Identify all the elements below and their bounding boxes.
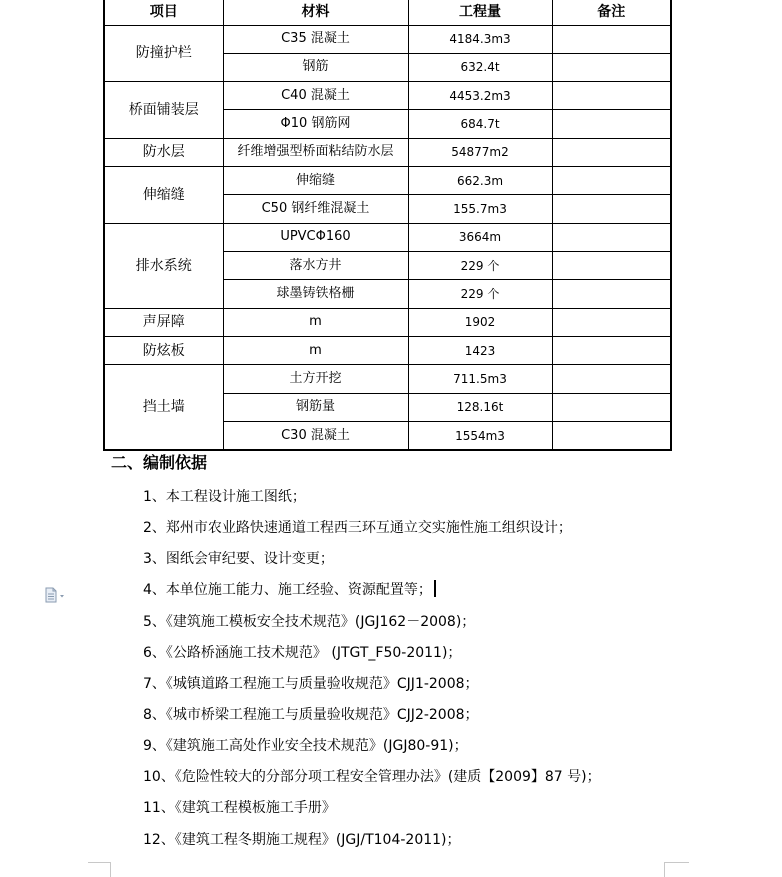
category-cell: 排水系统	[104, 223, 223, 308]
category-cell: 伸缩缝	[104, 167, 223, 224]
table-row	[104, 167, 671, 195]
quantity-cell: 54877m2	[408, 138, 552, 166]
basis-item	[143, 518, 572, 538]
basis-item-text: 2、郑州市农业路快速通道工程西三环互通立交实施性施工组织设计；	[143, 520, 572, 536]
basis-item-text: 4、本单位施工能力、施工经验、资源配置等；	[143, 582, 432, 598]
category-cell: 防炫板	[104, 337, 223, 365]
material-cell: 球墨铸铁格栅	[223, 280, 408, 308]
basis-item-text: 9、《建筑施工高处作业安全技术规范》(JGJ80-91)；	[143, 738, 468, 754]
header-quantity: 工程量	[408, 0, 552, 25]
quantity-cell: 711.5m3	[408, 365, 552, 393]
table-row	[104, 337, 671, 365]
remark-cell	[552, 308, 671, 336]
quantity-cell: 1423	[408, 337, 552, 365]
quantities-table	[103, 0, 672, 451]
quantity-cell: 229 个	[408, 280, 552, 308]
material-cell: 钢筋量	[223, 393, 408, 421]
basis-item	[143, 767, 601, 787]
page-margin-mark-left	[88, 862, 111, 877]
material-cell: C50 钢纤维混凝土	[223, 195, 408, 223]
remark-cell	[552, 167, 671, 195]
material-cell: 伸缩缝	[223, 167, 408, 195]
basis-item-text: 8、《城市桥梁工程施工与质量验收规范》CJJ2-2008；	[143, 707, 479, 723]
category-cell: 声屏障	[104, 308, 223, 336]
quantity-cell: 4184.3m3	[408, 25, 552, 53]
material-cell: 钢筋	[223, 53, 408, 81]
remark-cell	[552, 223, 671, 251]
category-cell: 挡土墙	[104, 365, 223, 450]
remark-cell	[552, 422, 671, 450]
basis-item	[143, 830, 461, 850]
basis-item	[143, 643, 461, 663]
basis-item	[143, 549, 334, 569]
quantity-cell: 128.16t	[408, 393, 552, 421]
text-cursor	[434, 580, 436, 597]
material-cell: UPVCΦ160	[223, 223, 408, 251]
quantity-cell: 632.4t	[408, 53, 552, 81]
remark-cell	[552, 337, 671, 365]
material-cell: Φ10 钢筋网	[223, 110, 408, 138]
remark-cell	[552, 195, 671, 223]
basis-item	[143, 736, 468, 756]
quantity-cell: 1554m3	[408, 422, 552, 450]
material-cell: 土方开挖	[223, 365, 408, 393]
basis-item-text: 1、本工程设计施工图纸；	[143, 489, 306, 505]
basis-item	[143, 674, 479, 694]
table-row	[104, 308, 671, 336]
quantity-cell: 155.7m3	[408, 195, 552, 223]
quantity-cell: 684.7t	[408, 110, 552, 138]
remark-cell	[552, 110, 671, 138]
page-margin-mark-right	[664, 862, 689, 877]
category-cell: 防撞护栏	[104, 25, 223, 82]
basis-item-text: 6、《公路桥涵施工技术规范》 (JTGT_F50-2011)；	[143, 645, 462, 661]
remark-cell	[552, 280, 671, 308]
header-remark: 备注	[552, 0, 671, 25]
basis-item-text: 7、《城镇道路工程施工与质量验收规范》CJJ1-2008；	[143, 676, 479, 692]
quantity-cell: 4453.2m3	[408, 82, 552, 110]
category-cell: 桥面铺装层	[104, 82, 223, 139]
remark-cell	[552, 138, 671, 166]
table-body	[104, 25, 671, 450]
basis-item	[143, 798, 336, 818]
header-item: 项目	[104, 0, 223, 25]
material-cell: C40 混凝土	[223, 82, 408, 110]
material-cell: 纤维增强型桥面粘结防水层	[223, 138, 408, 166]
table-header-row	[104, 0, 671, 25]
quantity-cell: 3664m	[408, 223, 552, 251]
material-cell: C35 混凝土	[223, 25, 408, 53]
chevron-down-icon	[60, 595, 64, 598]
remark-cell	[552, 53, 671, 81]
basis-item-text: 3、图纸会审纪要、设计变更；	[143, 551, 334, 567]
remark-cell	[552, 252, 671, 280]
table-row	[104, 82, 671, 110]
quantity-cell: 662.3m	[408, 167, 552, 195]
document-icon[interactable]	[45, 587, 67, 603]
header-material: 材料	[223, 0, 408, 25]
basis-item-text: 10、《危险性较大的分部分项工程安全管理办法》(建质【2009】87 号)；	[143, 769, 601, 785]
remark-cell	[552, 82, 671, 110]
basis-item	[143, 705, 479, 725]
material-cell: m	[223, 337, 408, 365]
remark-cell	[552, 393, 671, 421]
material-cell: C30 混凝土	[223, 422, 408, 450]
material-cell: m	[223, 308, 408, 336]
category-cell: 防水层	[104, 138, 223, 166]
remark-cell	[552, 365, 671, 393]
basis-item-text: 11、《建筑工程模板施工手册》	[143, 800, 336, 816]
basis-item-text: 5、《建筑施工模板安全技术规范》(JGJ162－2008)；	[143, 614, 476, 630]
basis-item	[143, 612, 475, 632]
section-heading: 二、编制依据	[111, 453, 208, 472]
basis-item	[143, 580, 436, 600]
table-row	[104, 365, 671, 393]
basis-item-text: 12、《建筑工程冬期施工规程》(JGJ/T104-2011)；	[143, 832, 461, 848]
quantity-cell: 229 个	[408, 252, 552, 280]
basis-item	[143, 487, 306, 507]
table-row	[104, 223, 671, 251]
table-row	[104, 138, 671, 166]
material-cell: 落水方井	[223, 252, 408, 280]
remark-cell	[552, 25, 671, 53]
quantity-cell: 1902	[408, 308, 552, 336]
table-row	[104, 25, 671, 53]
